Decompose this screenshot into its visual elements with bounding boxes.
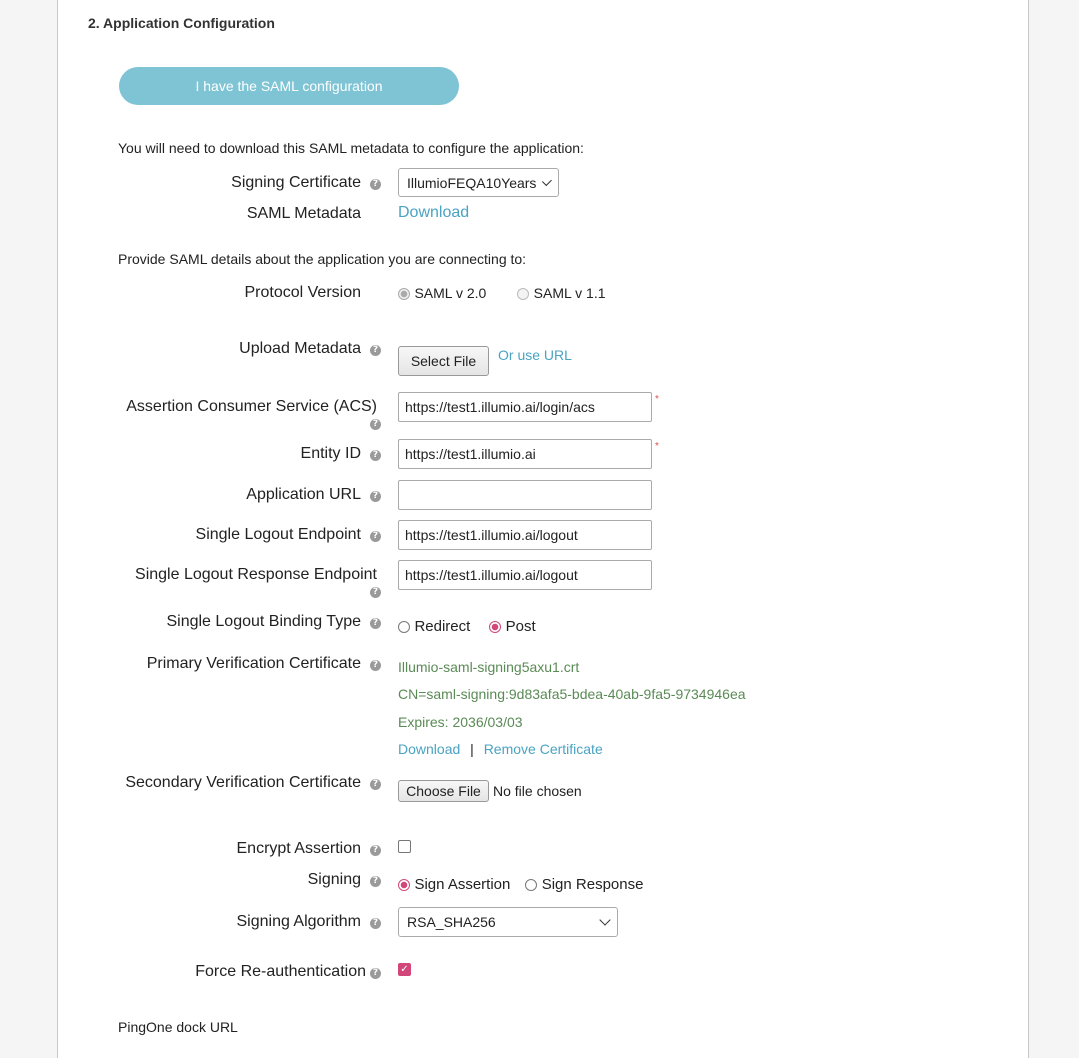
primary-cert-cn: CN=saml-signing:9d83afa5-bdea-40ab-9fa5-9734946ea bbox=[398, 686, 746, 702]
application-url-label: Application URL bbox=[246, 486, 361, 503]
help-icon[interactable]: ? bbox=[370, 968, 381, 979]
signing-label: Signing bbox=[307, 871, 361, 888]
help-icon[interactable]: ? bbox=[370, 918, 381, 929]
help-icon[interactable]: ? bbox=[370, 491, 381, 502]
signing-algorithm-select[interactable] bbox=[398, 907, 618, 937]
slo-response-endpoint-label: Single Logout Response Endpoint bbox=[135, 566, 377, 583]
encrypt-assertion-label: Encrypt Assertion bbox=[236, 840, 361, 857]
signing-options bbox=[398, 876, 643, 894]
select-file-button[interactable]: Select File bbox=[398, 346, 489, 376]
help-icon[interactable]: ? bbox=[370, 876, 381, 887]
download-intro-text: You will need to download this SAML metadata to configure the application: bbox=[118, 140, 584, 156]
signing-certificate-label: Signing Certificate bbox=[231, 174, 361, 191]
saml-metadata-label: SAML Metadata bbox=[246, 205, 361, 222]
sign-assertion-radio[interactable] bbox=[398, 879, 410, 891]
slo-endpoint-label: Single Logout Endpoint bbox=[195, 526, 361, 543]
protocol-saml-1-label: SAML v 1.1 bbox=[533, 285, 606, 301]
secondary-cert-label: Secondary Verification Certificate bbox=[125, 774, 361, 791]
section-title: 2. Application Configuration bbox=[88, 15, 275, 31]
action-separator: | bbox=[470, 741, 474, 757]
slo-binding-options bbox=[398, 618, 536, 636]
protocol-version-label: Protocol Version bbox=[244, 284, 361, 301]
entity-id-input[interactable]: https://test1.illumio.ai bbox=[398, 439, 652, 469]
saml-configuration-button[interactable]: I have the SAML configuration bbox=[119, 67, 459, 105]
sign-response-radio[interactable] bbox=[525, 879, 537, 891]
help-icon[interactable]: ? bbox=[370, 845, 381, 856]
required-indicator: * bbox=[655, 394, 659, 405]
protocol-version-options bbox=[398, 285, 606, 303]
upload-metadata-label: Upload Metadata bbox=[239, 340, 361, 357]
protocol-saml-2-radio[interactable] bbox=[398, 288, 410, 300]
post-radio[interactable] bbox=[489, 621, 501, 633]
help-icon[interactable]: ? bbox=[370, 779, 381, 790]
slo-binding-label: Single Logout Binding Type bbox=[166, 613, 361, 630]
no-file-chosen-text: No file chosen bbox=[493, 783, 582, 799]
help-icon[interactable]: ? bbox=[370, 179, 381, 190]
encrypt-assertion-checkbox[interactable] bbox=[398, 840, 411, 853]
redirect-label: Redirect bbox=[414, 618, 471, 635]
primary-cert-label: Primary Verification Certificate bbox=[146, 655, 361, 672]
sign-response-label: Sign Response bbox=[541, 876, 644, 893]
primary-cert-expires: Expires: 2036/03/03 bbox=[398, 714, 523, 730]
primary-cert-actions bbox=[398, 741, 603, 757]
choose-file-button[interactable]: Choose File bbox=[398, 780, 489, 802]
help-icon[interactable]: ? bbox=[370, 618, 381, 629]
help-icon[interactable]: ? bbox=[370, 450, 381, 461]
entity-id-label: Entity ID bbox=[300, 445, 361, 462]
provide-intro-text: Provide SAML details about the application you are connecting to: bbox=[118, 251, 527, 267]
slo-endpoint-input[interactable]: https://test1.illumio.ai/logout bbox=[398, 520, 652, 550]
help-icon[interactable]: ? bbox=[370, 531, 381, 542]
post-label: Post bbox=[505, 618, 536, 635]
acs-label: Assertion Consumer Service (ACS) bbox=[126, 398, 377, 415]
protocol-saml-1-radio[interactable] bbox=[517, 288, 529, 300]
saml-metadata-download-link[interactable]: Download bbox=[398, 204, 470, 221]
sign-assertion-label: Sign Assertion bbox=[414, 876, 511, 893]
required-indicator: * bbox=[655, 441, 659, 452]
primary-cert-download-link[interactable]: Download bbox=[398, 741, 461, 757]
help-icon[interactable]: ? bbox=[370, 345, 381, 356]
help-icon[interactable]: ? bbox=[370, 587, 381, 598]
chevron-down-icon bbox=[599, 914, 610, 925]
redirect-radio[interactable] bbox=[398, 621, 410, 633]
signing-certificate-value: IllumioFEQA10Years bbox=[407, 174, 537, 191]
remove-certificate-link[interactable]: Remove Certificate bbox=[483, 741, 603, 757]
chevron-down-icon bbox=[542, 176, 552, 186]
signing-algorithm-label: Signing Algorithm bbox=[236, 913, 361, 930]
application-url-input[interactable] bbox=[398, 480, 652, 510]
use-url-link[interactable]: Or use URL bbox=[498, 347, 572, 363]
primary-cert-filename: Illumio-saml-signing5axu1.crt bbox=[398, 659, 580, 675]
force-reauth-checkbox[interactable]: ✓ bbox=[398, 963, 411, 976]
help-icon[interactable]: ? bbox=[370, 419, 381, 430]
protocol-saml-2-label: SAML v 2.0 bbox=[414, 285, 487, 301]
help-icon[interactable]: ? bbox=[370, 660, 381, 671]
signing-certificate-select[interactable] bbox=[398, 168, 559, 197]
slo-response-endpoint-input[interactable]: https://test1.illumio.ai/logout bbox=[398, 560, 652, 590]
pingone-dock-url-label: PingOne dock URL bbox=[118, 1019, 238, 1035]
acs-input[interactable]: https://test1.illumio.ai/login/acs bbox=[398, 392, 652, 422]
signing-algorithm-value: RSA_SHA256 bbox=[407, 914, 496, 930]
force-reauth-label: Force Re-authentication bbox=[195, 963, 366, 980]
